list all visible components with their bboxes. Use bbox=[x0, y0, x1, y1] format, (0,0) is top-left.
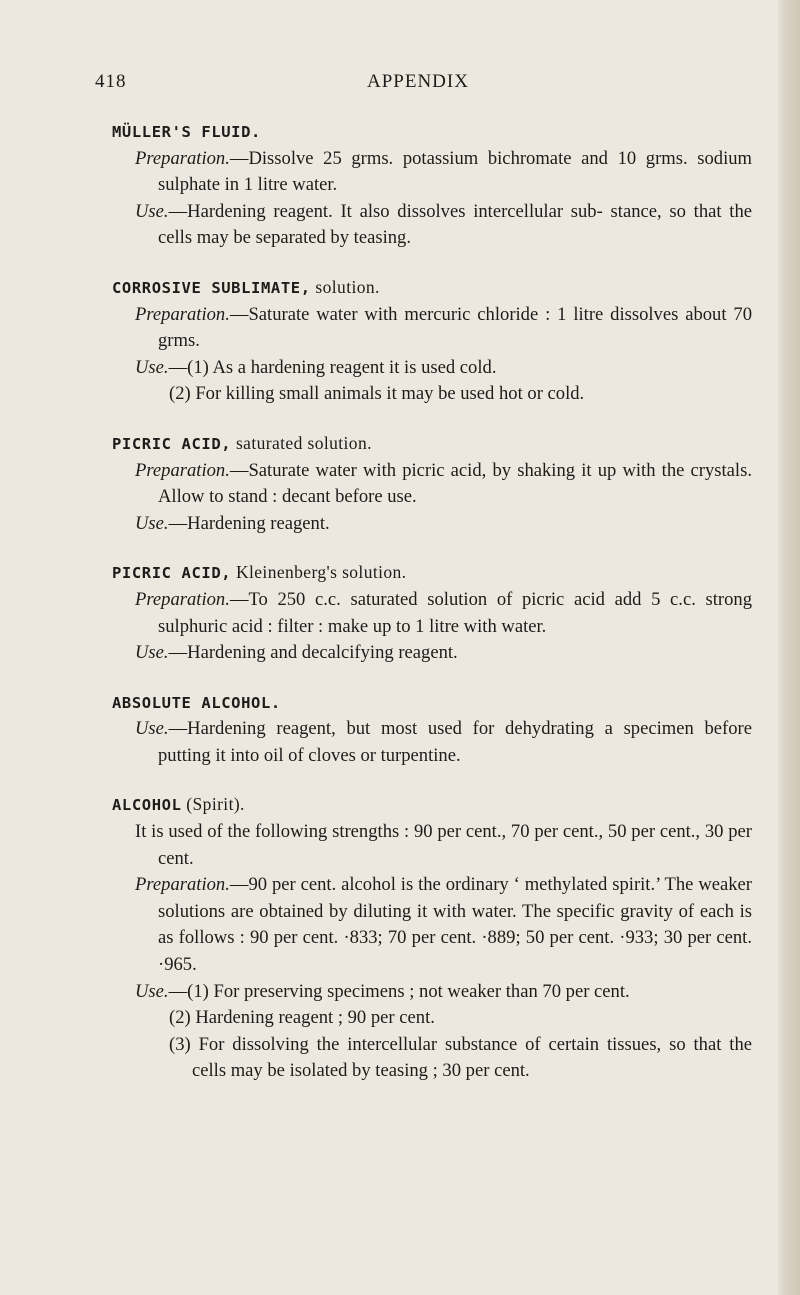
entry-title: PICRIC ACID, bbox=[112, 564, 232, 583]
page-header bbox=[0, 71, 800, 95]
use-paragraph bbox=[112, 511, 752, 538]
intro-text: It is used of the following strengths : 90 per cent., 70 per cent., 50 per cent., 30 per cent. bbox=[135, 821, 752, 869]
use-label: Use. bbox=[135, 356, 169, 378]
entry-alcohol-spirit bbox=[112, 791, 752, 1085]
preparation-paragraph bbox=[112, 872, 752, 978]
entry-title: MÜLLER'S FLUID. bbox=[112, 123, 261, 141]
use-paragraph bbox=[112, 199, 752, 252]
use-sub-text: (2) Hardening reagent ; 90 per cent. bbox=[169, 1007, 435, 1029]
preparation-paragraph bbox=[112, 458, 752, 511]
entry-subtitle: solution. bbox=[310, 276, 380, 297]
preparation-text: —Saturate water with picric acid, by shaking it up with the crystals. Allow to stand : decant before use. bbox=[158, 459, 752, 508]
entry-picric-acid-kleinenberg bbox=[112, 559, 752, 666]
preparation-label: Preparation. bbox=[135, 147, 230, 169]
preparation-paragraph bbox=[112, 302, 752, 355]
entry-title: ALCOHOL bbox=[112, 796, 182, 815]
use-text: —(1) For preserving specimens ; not weaker than 70 per cent. bbox=[168, 980, 630, 1002]
entry-heading bbox=[112, 430, 752, 458]
entry-subtitle: (Spirit). bbox=[181, 794, 245, 815]
running-head: APPENDIX bbox=[367, 71, 469, 92]
entry-title: CORROSIVE SUBLIMATE, bbox=[112, 278, 311, 297]
use-text: —Hardening and decalcifying reagent. bbox=[168, 642, 458, 664]
entry-heading bbox=[112, 689, 752, 717]
entry-subtitle: saturated solution. bbox=[231, 432, 372, 453]
use-sub-text: (3) For dissolving the intercellular substance of certain tissues, so that the cells may be isolated by teasing ; 30 per cent. bbox=[169, 1033, 752, 1082]
use-paragraph bbox=[112, 979, 752, 1006]
use-text: —Hardening reagent. It also dissolves intercellular sub- stance, so that the cells may be separated by teasing. bbox=[158, 200, 752, 249]
use-paragraph bbox=[112, 640, 752, 667]
use-paragraph bbox=[112, 716, 752, 769]
use-sub-item bbox=[112, 1005, 752, 1032]
preparation-text: —90 per cent. alcohol is the ordinary ‘ methylated spirit.’ The weaker solutions are obtained by diluting it with water. The specific gravity of each is as follows : 90 per cent. ·833; 70 per cent. ·889; 50 per cent. ·933; 30 per cent. ·965. bbox=[158, 874, 752, 976]
preparation-paragraph bbox=[112, 146, 752, 199]
preparation-label: Preparation. bbox=[135, 303, 230, 325]
use-label: Use. bbox=[135, 512, 169, 534]
entry-heading bbox=[112, 559, 752, 587]
preparation-label: Preparation. bbox=[135, 459, 230, 481]
intro-paragraph bbox=[112, 819, 752, 872]
preparation-text: —Dissolve 25 grms. potassium bichromate and 10 grms. sodium sulphate in 1 litre water. bbox=[158, 147, 752, 196]
entry-mullers-fluid bbox=[112, 118, 752, 252]
page-body bbox=[112, 118, 752, 1107]
entry-subtitle: Kleinenberg's solution. bbox=[231, 562, 407, 583]
entry-picric-acid-saturated bbox=[112, 430, 752, 537]
use-text: —Hardening reagent, but most used for dehydrating a specimen before putting it into oil of cloves or turpentine. bbox=[158, 718, 752, 766]
use-label: Use. bbox=[135, 200, 169, 222]
use-sub-text: (2) For killing small animals it may be used hot or cold. bbox=[169, 383, 585, 405]
entry-heading bbox=[112, 118, 752, 146]
preparation-label: Preparation. bbox=[135, 588, 230, 610]
entry-title: ABSOLUTE ALCOHOL. bbox=[112, 693, 281, 712]
use-label: Use. bbox=[135, 718, 169, 740]
use-text: —Hardening reagent. bbox=[168, 512, 330, 534]
preparation-text: —Saturate water with mercuric chloride : 1 litre dissolves about 70 grms. bbox=[158, 303, 752, 352]
use-paragraph bbox=[112, 355, 752, 382]
preparation-paragraph bbox=[112, 587, 752, 640]
entry-title: PICRIC ACID, bbox=[112, 434, 232, 453]
use-text: —(1) As a hardening reagent it is used cold. bbox=[168, 356, 497, 378]
entry-heading bbox=[112, 274, 752, 302]
use-sub-item bbox=[112, 1032, 752, 1085]
use-sub-item bbox=[112, 381, 752, 408]
page-edge-shadow bbox=[778, 0, 800, 1295]
page-number: 418 bbox=[95, 71, 127, 92]
use-label: Use. bbox=[135, 642, 169, 664]
entry-corrosive-sublimate bbox=[112, 274, 752, 408]
use-label: Use. bbox=[135, 980, 169, 1002]
entry-absolute-alcohol bbox=[112, 689, 752, 770]
entry-heading bbox=[112, 791, 752, 819]
preparation-label: Preparation. bbox=[135, 874, 230, 896]
preparation-text: —To 250 c.c. saturated solution of picric acid add 5 c.c. strong sulphuric acid : filter : make up to 1 litre with water. bbox=[158, 588, 752, 637]
